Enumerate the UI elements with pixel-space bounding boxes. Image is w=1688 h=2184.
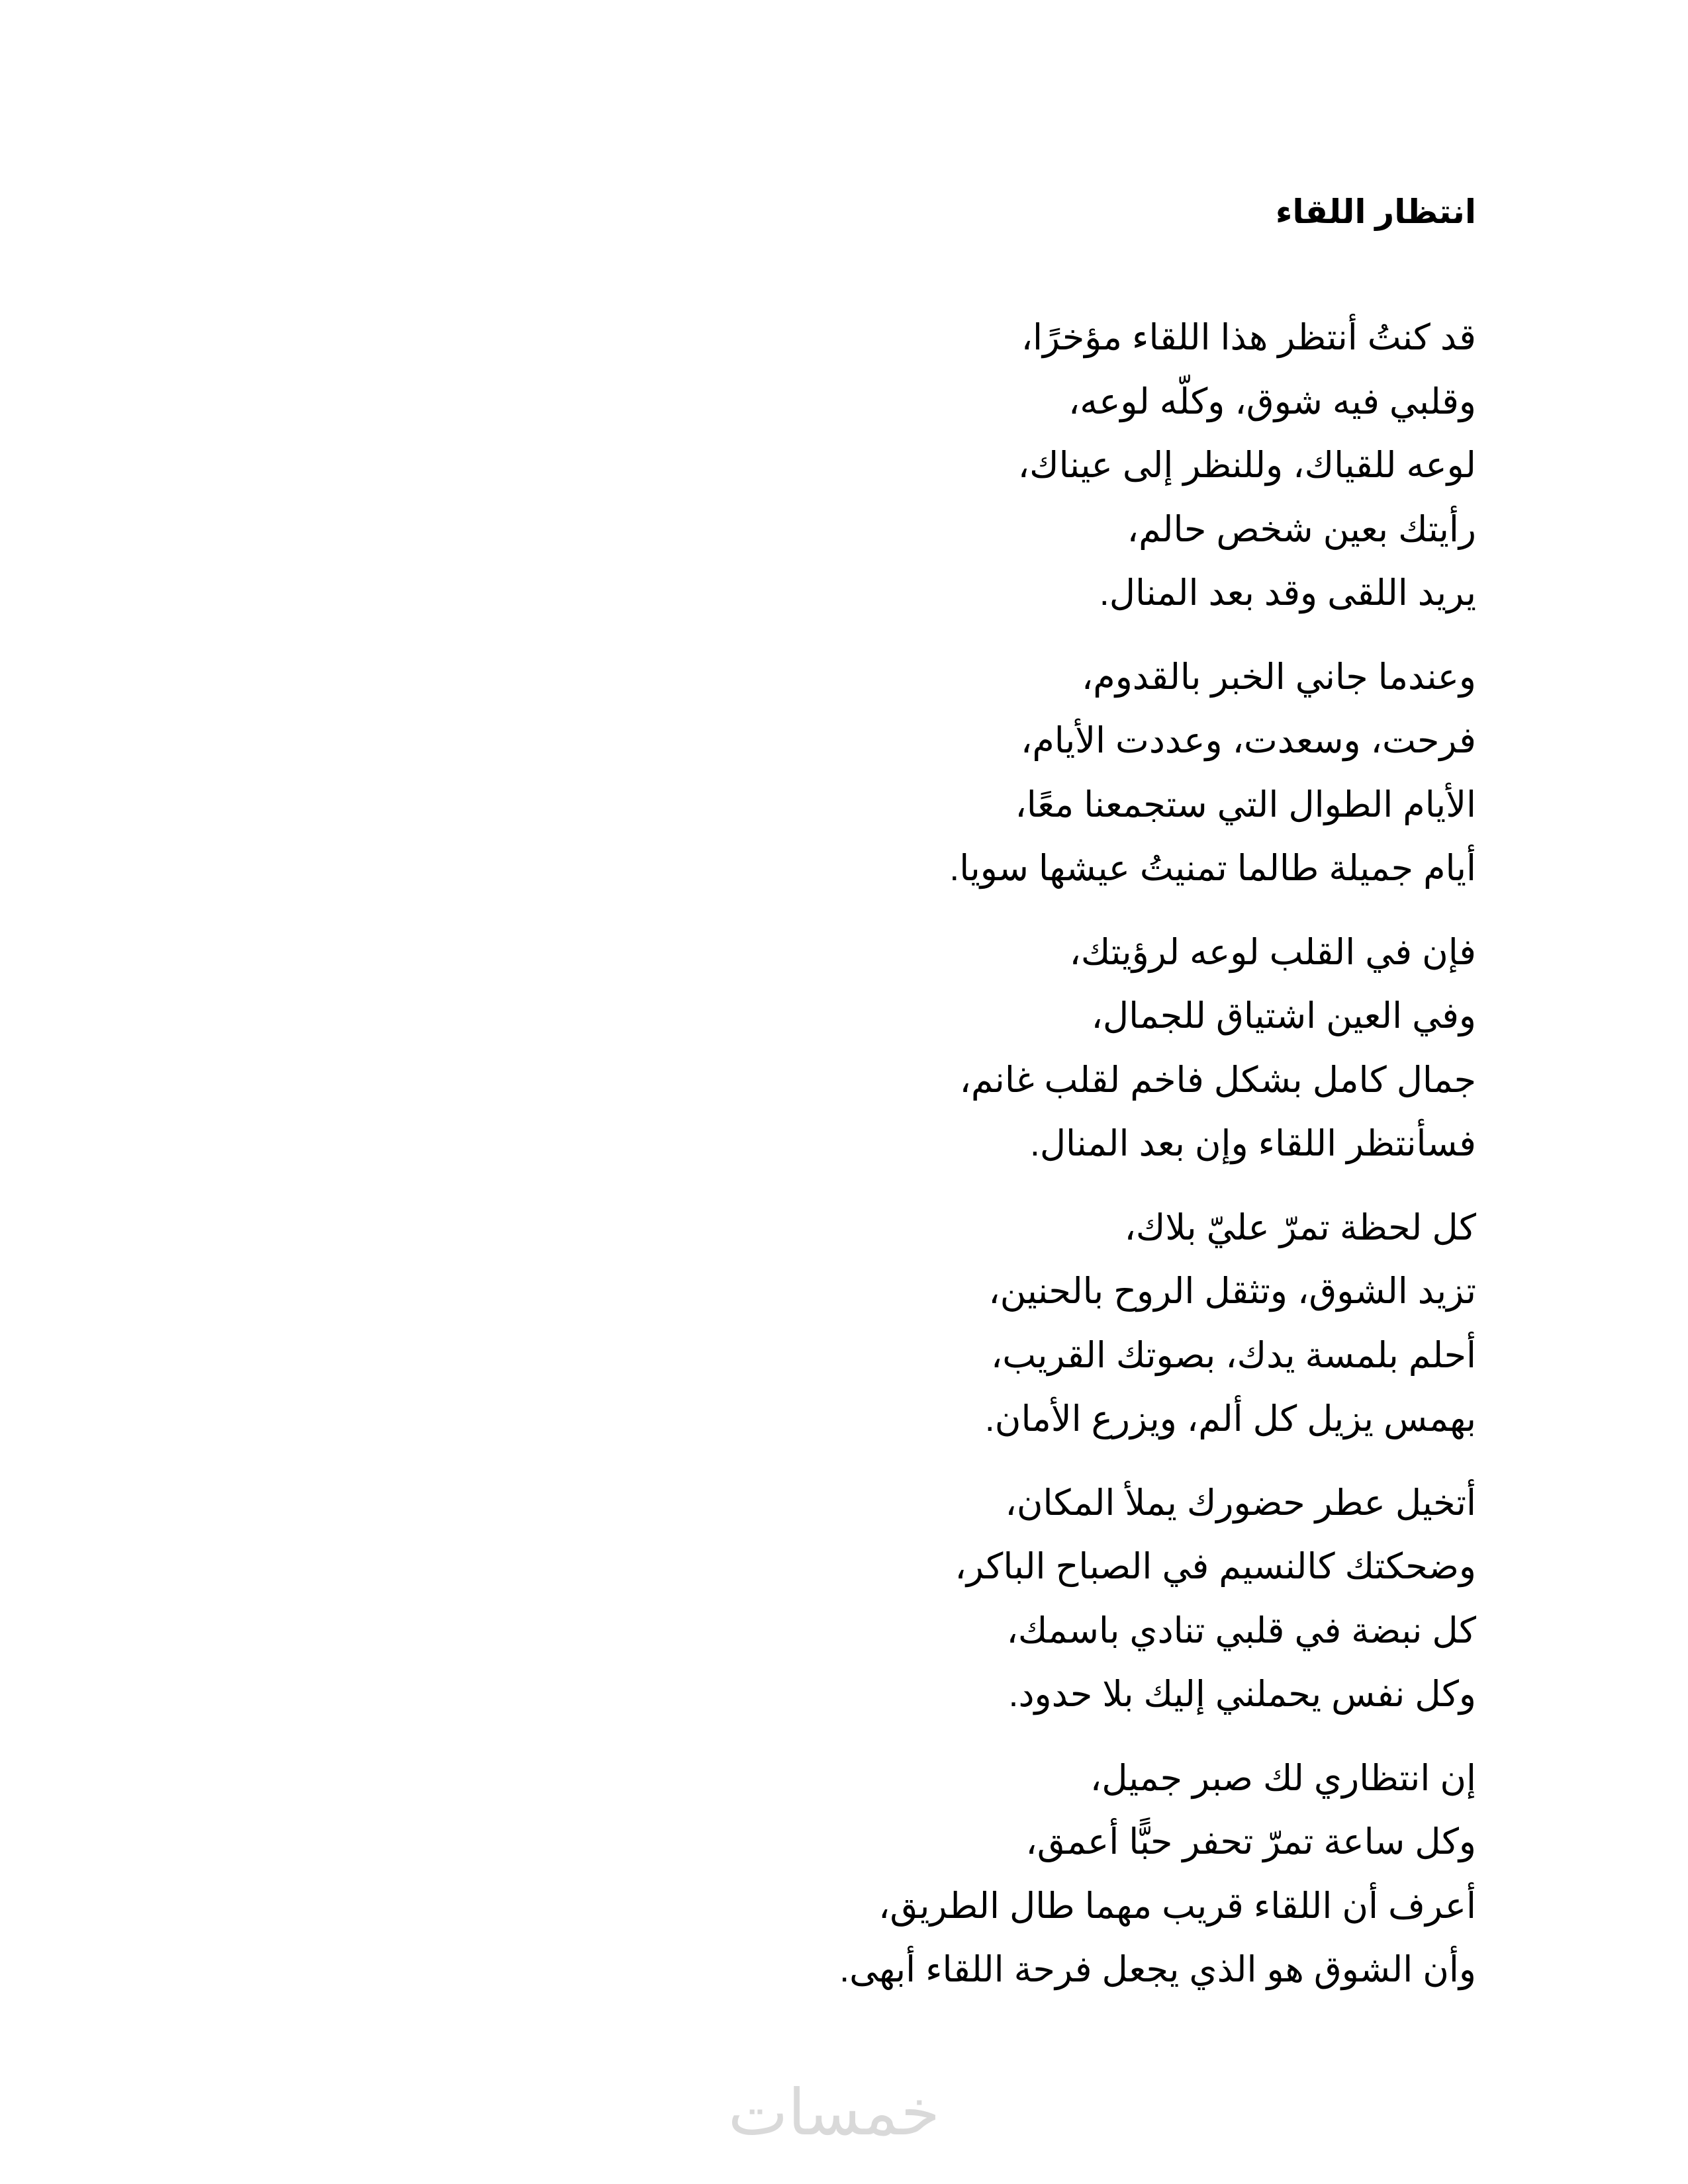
verse-line: لوعه للقياك، وللنظر إلى عيناك،: [1017, 445, 1476, 485]
verse-line: رأيتك بعين شخص حالم،: [1127, 509, 1476, 549]
verse-line: وكل نفس يحملني إليك بلا حدود.: [1008, 1674, 1476, 1714]
verse-line: كل نبضة في قلبي تنادي باسمك،: [1006, 1610, 1476, 1651]
verse-line: وكل ساعة تمرّ تحفر حبًّا أعمق،: [1025, 1822, 1476, 1862]
verse-line: يريد اللقى وقد بعد المنال.: [1099, 573, 1476, 613]
verse-line: فرحت، وسعدت، وعددت الأيام،: [1020, 721, 1476, 760]
verse-line: بهمس يزيل كل ألم، ويزرع الأمان.: [984, 1399, 1476, 1439]
verse-line: وقلبي فيه شوق، وكلّه لوعه،: [1068, 381, 1476, 422]
verse-line: وفي العين اشتياق للجمال،: [1091, 996, 1476, 1036]
verse-line: أتخيل عطر حضورك يملأ المكان،: [1005, 1482, 1476, 1523]
stanza: [351, 1196, 1476, 1451]
stanza: [351, 306, 1476, 625]
poem-stanzas: [351, 306, 1476, 2002]
verse-line: جمال كامل بشكل فاخم لقلب غانم،: [959, 1060, 1476, 1100]
stanza: [351, 1471, 1476, 1727]
poem-title: انتظار اللقاء: [1275, 193, 1476, 230]
verse-line: إن انتظاري لك صبر جميل،: [1090, 1758, 1476, 1798]
poem: [351, 185, 1476, 2022]
verse-line: تزيد الشوق، وتثقل الروح بالحنين،: [988, 1271, 1476, 1311]
verse-line: فسأنتظر اللقاء وإن بعد المنال.: [1029, 1124, 1476, 1163]
verse-line: وضحكتك كالنسيم في الصباح الباكر،: [955, 1547, 1476, 1586]
verse-line: وأن الشوق هو الذي يجعل فرحة اللقاء أبهى.: [839, 1950, 1476, 1989]
verse-line: الأيام الطوال التي ستجمعنا معًا،: [1015, 784, 1476, 825]
khamsat-watermark-logo: [728, 2077, 940, 2150]
watermark-text: خمسات: [727, 2077, 940, 2148]
verse-line: أحلم بلمسة يدك، بصوتك القريب،: [990, 1335, 1476, 1375]
verse-line: وعندما جاني الخبر بالقدوم،: [1081, 657, 1476, 697]
verse-line: أعرف أن اللقاء قريب مهما طال الطريق،: [878, 1886, 1476, 1926]
stanza: [351, 1747, 1476, 2002]
stanza: [351, 921, 1476, 1176]
verse-line: كل لحظة تمرّ عليّ بلاك،: [1124, 1207, 1476, 1248]
verse-line: قد كنتُ أنتظر هذا اللقاء مؤخرًا،: [1021, 318, 1476, 357]
verse-line: فإن في القلب لوعه لرؤيتك،: [1069, 932, 1476, 972]
stanza: [351, 645, 1476, 901]
verse-line: أيام جميلة طالما تمنيتُ عيشها سويا.: [949, 848, 1476, 888]
